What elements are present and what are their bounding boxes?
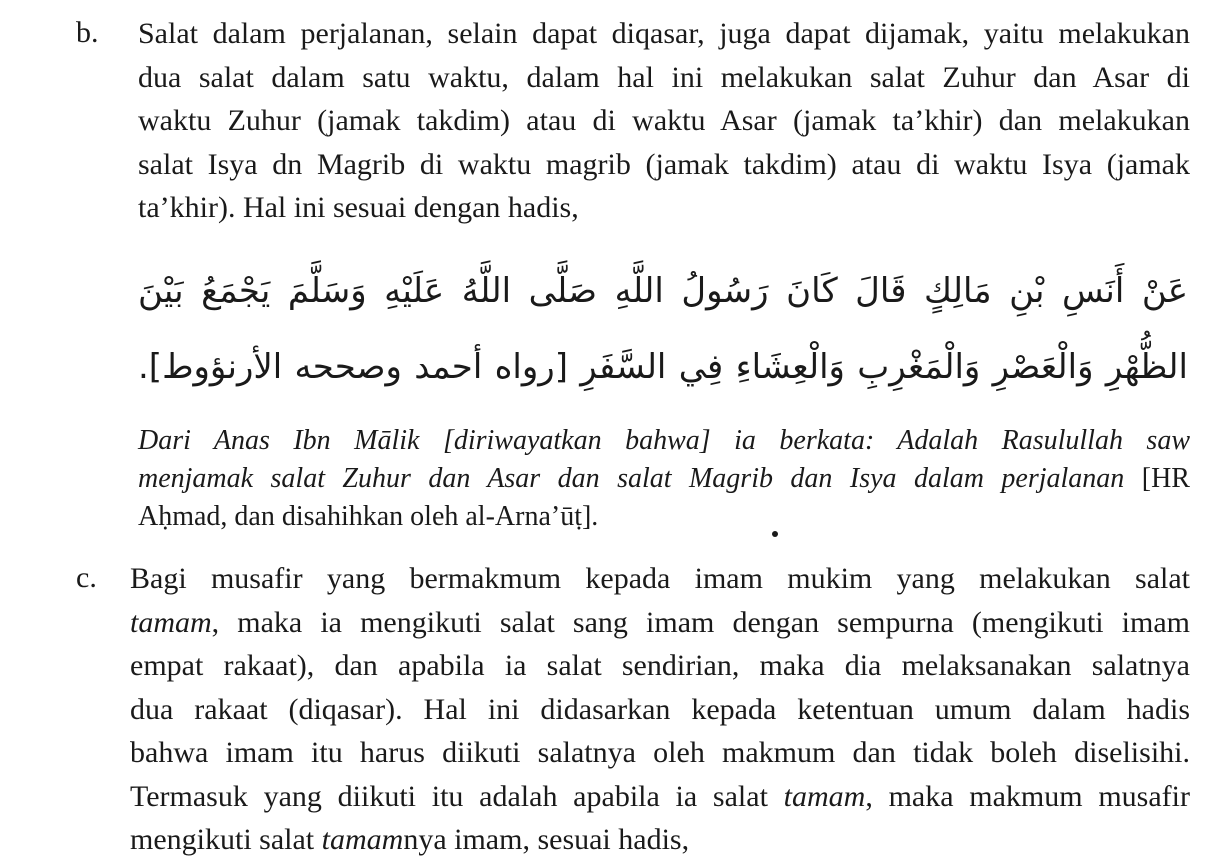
item-c-line-6-pre: Termasuk yang diikuti itu adalah apabila ia salat — [130, 779, 784, 813]
item-b-line-2: dua salat dalam satu waktu, dalam hal ini melakukan salat Zuhur dan Asar di — [138, 60, 1190, 94]
hadith-translation — [138, 422, 1190, 536]
item-b-line-3: waktu Zuhur (jamak takdim) atau di waktu Asar (jamak ta’khir) dan melakukan — [138, 104, 1190, 137]
translation-line-1 — [138, 422, 1190, 460]
item-c-line-2-rest: , maka ia mengikuti salat sang imam dengan sempurna (mengikuti imam — [211, 605, 1190, 639]
hadith-arabic-line-1: عَنْ أَنَسِ بْنِ مَالِكٍ قَالَ كَانَ رَسُولُ اللَّهِ صَلَّى اللَّهُ عَلَيْهِ وَسَلَّمَ يَجْمَعُ بَيْنَ — [138, 271, 1188, 311]
item-c-line-7 — [130, 818, 1190, 862]
item-c-line-7-post: nya imam, sesuai hadis, — [403, 823, 690, 856]
translation-line-2-plain: [HR — [1124, 463, 1190, 494]
item-c-paragraph — [130, 557, 1190, 862]
stray-dot — [772, 531, 778, 537]
item-b-line-4: salat Isya dn Magrib di waktu magrib (jamak takdim) atau di waktu Isya (jamak — [138, 147, 1190, 181]
item-c-line-3: empat rakaat), dan apabila ia salat sendirian, maka dia melaksanakan salatnya — [130, 649, 1190, 682]
translation-line-1-text: Dari Anas Ibn Mālik [diriwayatkan bahwa] ia berkata: Adalah Rasulullah saw — [138, 425, 1190, 456]
item-c-line-5: bahwa imam itu harus diikuti salatnya oleh makmum dan tidak boleh diselisihi. — [130, 736, 1190, 769]
translation-line-2 — [138, 460, 1190, 498]
translation-line-3: Aḥmad, dan disahihkan oleh al-Arna’ūṭ]. — [138, 501, 599, 532]
item-c-line-4: dua rakaat (diqasar). Hal ini didasarkan kepada ketentuan umum dalam hadis — [130, 692, 1190, 726]
item-c-line-6 — [130, 775, 1190, 819]
item-b-paragraph — [138, 12, 1190, 230]
item-c-line-6-post: , maka makmum musafir — [865, 779, 1190, 813]
item-c-line-1: Bagi musafir yang bermakmum kepada imam mukim yang melakukan salat — [130, 562, 1190, 595]
item-b-marker: b. — [76, 16, 99, 49]
item-b-line-1: Salat dalam perjalanan, selain dapat diqasar, juga dapat dijamak, yaitu melakukan — [138, 17, 1190, 50]
item-c-marker: c. — [76, 561, 97, 594]
item-c-line-2 — [130, 601, 1190, 645]
item-c-line-2-italic: tamam — [130, 605, 212, 639]
item-c-line-6-italic: tamam — [783, 779, 866, 813]
hadith-arabic-line-2: الظُّهْرِ وَالْعَصْرِ وَالْمَغْرِبِ وَالْعِشَاءِ فِي السَّفَرِ [رواه أحمد وصححه الأرنؤوط]. — [138, 347, 1188, 387]
translation-line-2-italic: menjamak salat Zuhur dan Asar dan salat Magrib dan Isya dalam perjalanan — [138, 463, 1125, 494]
item-b-line-5: ta’khir). Hal ini sesuai dengan hadis, — [138, 191, 579, 224]
item-c-line-7-italic: tamam — [321, 823, 404, 856]
item-c-line-7-pre: mengikuti salat — [130, 823, 322, 856]
